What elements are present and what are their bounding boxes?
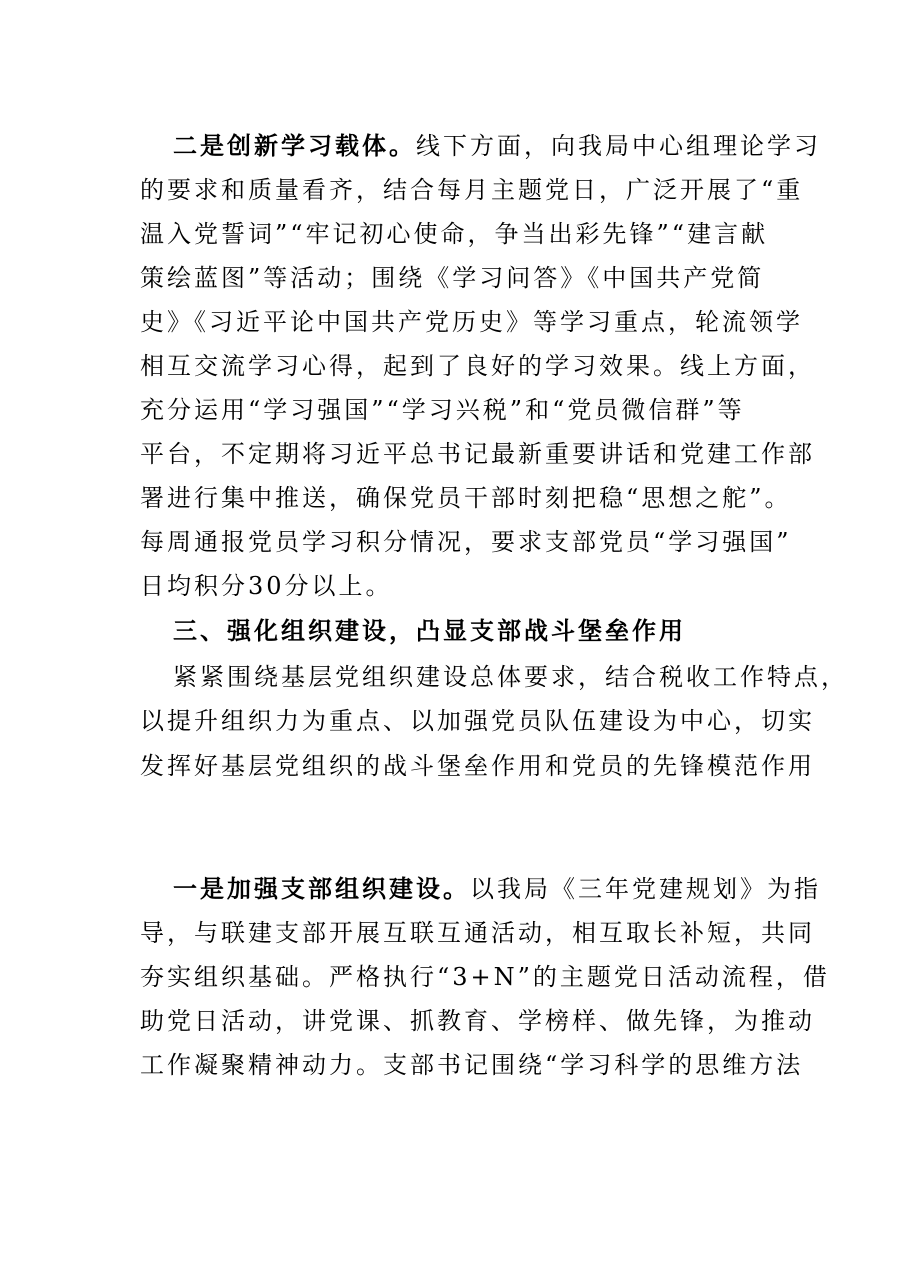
- paragraph-3-line-1: [173, 874, 821, 904]
- paragraph-1-text: 线下方面，向我局中心组理论学习: [416, 132, 821, 160]
- paragraph-3-lead: 一是加强支部组织建设。: [173, 874, 470, 903]
- paragraph-1-line-4: 策绘蓝图”等活动；围绕《学习问答》《中国共产党简: [140, 264, 765, 292]
- paragraph-1-line-7: 充分运用“学习强国”“学习兴税”和“党员微信群”等: [140, 396, 745, 424]
- paragraph-1-line-9: 署进行集中推送，确保党员干部时刻把稳“思想之舵”。: [140, 484, 792, 512]
- paragraph-3-line-2: 导，与联建支部开展互联互通活动，相互取长补短，共同: [140, 919, 815, 947]
- paragraph-1-line-10: 每周通报党员学习积分情况，要求支部党员“学习强国”: [140, 528, 792, 556]
- paragraph-1-line-5: 史》《习近平论中国共产党历史》等学习重点，轮流领学: [140, 308, 803, 336]
- paragraph-1-line-6: 相互交流学习心得，起到了良好的学习效果。线上方面，: [140, 352, 815, 380]
- paragraph-2-line-3: 发挥好基层党组织的战斗堡垒作用和党员的先锋模范作用: [140, 752, 815, 780]
- paragraph-1-line-1: [173, 131, 821, 161]
- paragraph-3-text: 以我局《三年党建规划》为指: [470, 875, 821, 903]
- paragraph-1-line-2: 的要求和质量看齐，结合每月主题党日，广泛开展了“重: [140, 176, 804, 204]
- paragraph-3-line-4: 助党日活动，讲党课、抓教育、学榜样、做先锋，为推动: [140, 1007, 815, 1035]
- paragraph-3-line-3: 夯实组织基础。严格执行“3+N”的主题党日活动流程，借: [140, 963, 830, 991]
- paragraph-2-line-1: 紧紧围绕基层党组织建设总体要求，结合税收工作特点，: [173, 663, 848, 691]
- paragraph-3-line-5: 工作凝聚精神动力。支部书记围绕“学习科学的思维方法: [140, 1051, 804, 1079]
- paragraph-1-line-3: 温入党誓词”“牢记初心使命，争当出彩先锋”“建言献: [140, 220, 769, 248]
- paragraph-1-lead: 二是创新学习载体。: [173, 131, 416, 160]
- paragraph-1-line-11: 日均积分30分以上。: [140, 572, 393, 600]
- paragraph-1-line-8: 平台，不定期将习近平总书记最新重要讲话和党建工作部: [140, 440, 815, 468]
- paragraph-2-line-2: 以提升组织力为重点、以加强党员队伍建设为中心，切实: [140, 707, 815, 735]
- section-heading-3: 三、强化组织建设，凸显支部战斗堡垒作用: [173, 616, 686, 645]
